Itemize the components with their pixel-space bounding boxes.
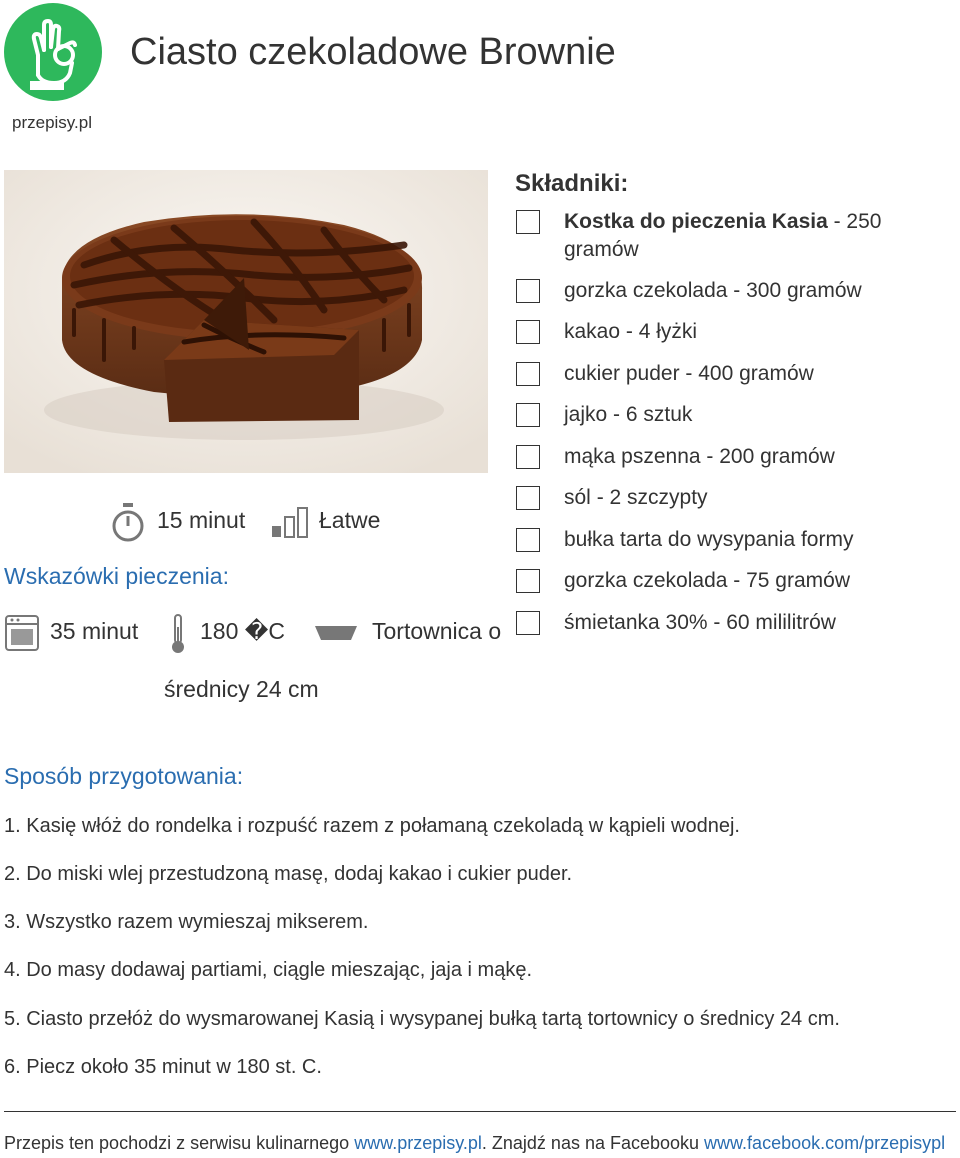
- ingredient-amount: - 200 gramów: [700, 445, 835, 468]
- ingredient-checkbox[interactable]: [516, 486, 540, 510]
- ingredient-item: [516, 569, 956, 599]
- site-name: przepisy.pl: [12, 113, 92, 132]
- ingredient-name: kakao: [564, 320, 621, 343]
- pan-type-continued: średnicy 24 cm: [164, 676, 319, 702]
- prep-time: 15 minut: [157, 507, 246, 533]
- page-title: Ciasto czekoladowe Brownie: [130, 31, 616, 73]
- ingredient-checkbox[interactable]: [516, 528, 540, 552]
- ingredient-checkbox[interactable]: [516, 445, 540, 469]
- thermometer-icon: [170, 613, 186, 655]
- ingredient-item: [516, 486, 956, 516]
- footer-divider: [4, 1111, 956, 1112]
- ingredient-item: [516, 528, 956, 558]
- preparation-step: 3. Wszystko razem wymieszaj mikserem.: [4, 911, 369, 933]
- oven-icon: [5, 615, 39, 651]
- footer-text: Przepis ten pochodzi z serwisu kulinarnego: [4, 1133, 355, 1153]
- preparation-step: 4. Do masy dodawaj partiami, ciągle mieszając, jaja i mąkę.: [4, 959, 532, 981]
- ingredient-amount: - 2 szczypty: [590, 486, 708, 509]
- ingredient-checkbox[interactable]: [516, 611, 540, 635]
- ingredient-item: [516, 611, 956, 641]
- ingredient-name: cukier puder: [564, 362, 680, 385]
- ingredient-checkbox[interactable]: [516, 403, 540, 427]
- ingredients-title: Składniki:: [515, 170, 629, 197]
- ingredient-name: jajko: [564, 403, 608, 426]
- stopwatch-icon: [111, 503, 145, 543]
- temperature: 180 �C: [200, 618, 285, 644]
- difficulty-bars-icon: [271, 506, 309, 538]
- ingredient-amount: - 75 gramów: [727, 569, 850, 592]
- ingredient-amount: - 60 mililitrów: [707, 611, 836, 634]
- recipe-photo: [4, 170, 488, 473]
- ingredient-amount: - 6 sztuk: [607, 403, 693, 426]
- ingredient-amount: - 300 gramów: [727, 279, 862, 302]
- cake-pan-icon: [314, 624, 358, 642]
- ingredient-item: [516, 362, 956, 392]
- ingredient-checkbox[interactable]: [516, 210, 540, 234]
- ingredient-checkbox[interactable]: [516, 569, 540, 593]
- ingredient-item: [516, 320, 956, 350]
- ingredient-item: [516, 210, 956, 264]
- footer-text: . Znajdź nas na Facebooku: [481, 1133, 705, 1153]
- ingredient-item: [516, 403, 956, 433]
- ingredient-amount: - 400 gramów: [679, 362, 814, 385]
- ingredient-amount: - 4 łyżki: [620, 320, 698, 343]
- difficulty-label: Łatwe: [319, 507, 381, 533]
- ingredient-name: bułka tarta do wysypania formy: [564, 528, 854, 551]
- bake-time: 35 minut: [50, 618, 139, 644]
- ingredient-checkbox[interactable]: [516, 362, 540, 386]
- ingredient-name: mąka pszenna: [564, 445, 701, 468]
- ingredient-name: Kostka do pieczenia Kasia: [564, 210, 828, 233]
- ingredient-checkbox[interactable]: [516, 320, 540, 344]
- ingredient-checkbox[interactable]: [516, 279, 540, 303]
- preparation-step: 6. Piecz około 35 minut w 180 st. C.: [4, 1056, 322, 1078]
- hand-ok-icon: [4, 3, 102, 101]
- ingredient-amount: - 250 gramów: [564, 210, 882, 261]
- ingredient-name: sól: [564, 486, 591, 509]
- ingredient-item: [516, 445, 956, 475]
- pan-type: Tortownica o: [372, 618, 502, 644]
- footer-site-link[interactable]: www.przepisy.pl: [354, 1133, 482, 1153]
- ingredient-name: śmietanka 30%: [564, 611, 708, 634]
- ingredient-name: gorzka czekolada: [564, 569, 728, 592]
- preparation-title: Sposób przygotowania:: [4, 763, 244, 789]
- ingredient-name: gorzka czekolada: [564, 279, 728, 302]
- footer: [4, 1133, 945, 1154]
- preparation-step: 2. Do miski wlej przestudzoną masę, dodaj kakao i cukier puder.: [4, 863, 573, 885]
- baking-tips-title: Wskazówki pieczenia:: [4, 563, 229, 589]
- preparation-step: 5. Ciasto przełóż do wysmarowanej Kasią i wysypanej bułką tartą tortownicy o średnicy 24 cm.: [4, 1008, 840, 1030]
- footer-facebook-link[interactable]: www.facebook.com/przepisypl: [704, 1133, 946, 1153]
- ingredient-item: [516, 279, 956, 309]
- site-logo: [4, 3, 102, 101]
- preparation-step: 1. Kasię włóż do rondelka i rozpuść razem z połamaną czekoladą w kąpieli wodnej.: [4, 815, 740, 837]
